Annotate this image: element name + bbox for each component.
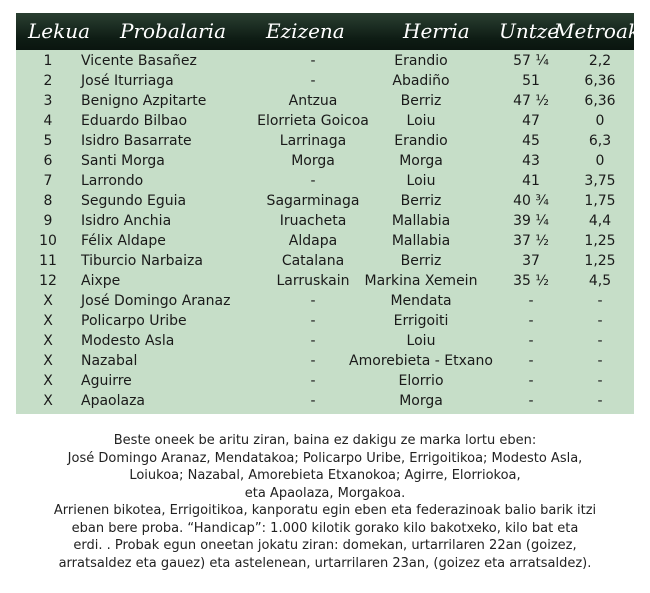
cell-ezizena: -	[310, 73, 316, 89]
cell-lekua: 1	[43, 53, 53, 69]
cell-probalaria: Larrondo	[81, 173, 144, 189]
cell-ezizena: -	[310, 313, 316, 329]
cell-ezizena: -	[310, 393, 316, 409]
cell-herria: Errigoiti	[393, 313, 449, 329]
cell-lekua: 6	[43, 153, 53, 169]
cell-ezizena: Antzua	[288, 93, 338, 109]
table-row	[16, 331, 634, 351]
cell-ezizena: Iruacheta	[279, 213, 347, 229]
cell-probalaria: Vicente Basañez	[81, 53, 197, 69]
cell-untze: 47	[522, 113, 540, 129]
cell-ezizena: Morga	[291, 153, 335, 169]
note-line: Arrienen bikotea, Errigoitikoa, kanporatu egin eben eta federazinoak balio barik itzi	[53, 503, 597, 518]
cell-herria: Mallabia	[391, 213, 451, 229]
cell-ezizena: Sagarminaga	[266, 193, 360, 209]
cell-ezizena: Aldapa	[288, 233, 338, 249]
cell-metroak: -	[597, 333, 603, 349]
table-row	[16, 251, 634, 271]
cell-untze: 37	[522, 253, 540, 269]
cell-herria: Morga	[399, 393, 443, 409]
cell-metroak: 6,36	[584, 73, 616, 89]
cell-herria: Erandio	[394, 133, 448, 149]
table-row	[16, 71, 634, 91]
cell-probalaria: Benigno Azpitarte	[81, 93, 207, 109]
cell-lekua: 9	[43, 213, 53, 229]
cell-metroak: 6,3	[588, 133, 612, 149]
results-table	[16, 13, 640, 414]
cell-metroak: 4,4	[588, 213, 612, 229]
cell-herria: Amorebieta - Etxano	[349, 353, 493, 369]
table-row	[16, 131, 634, 151]
cell-ezizena: -	[310, 333, 316, 349]
cell-ezizena: -	[310, 53, 316, 69]
cell-lekua: X	[43, 373, 53, 389]
header-probalaria: Probalaria	[120, 19, 226, 43]
cell-lekua: 11	[39, 253, 57, 269]
cell-lekua: 3	[43, 93, 53, 109]
cell-untze: 51	[522, 73, 540, 89]
header-untze: Untze	[499, 19, 560, 43]
note-line: eban bere proba. “Handicap”: 1.000 kilotik gorako kilo bakotxeko, kilo bat eta	[71, 520, 579, 536]
cell-probalaria: Segundo Eguia	[81, 193, 187, 209]
table-row	[16, 311, 634, 331]
cell-herria: Loiu	[406, 333, 436, 349]
cell-untze: 43	[522, 153, 540, 169]
cell-metroak: -	[597, 293, 603, 309]
cell-untze: 39 ¼	[513, 213, 549, 229]
cell-probalaria: Eduardo Bilbao	[81, 113, 188, 129]
cell-untze: 35 ½	[513, 273, 549, 289]
cell-herria: Loiu	[406, 173, 436, 189]
cell-lekua: 2	[43, 73, 53, 89]
cell-lekua: 5	[43, 133, 53, 149]
cell-ezizena: -	[310, 373, 316, 389]
cell-probalaria: Aguirre	[81, 373, 132, 389]
cell-metroak: -	[597, 353, 603, 369]
cell-untze: 40 ¾	[513, 193, 549, 209]
cell-ezizena: -	[310, 293, 316, 309]
header-lekua: Lekua	[28, 19, 91, 43]
cell-probalaria: Isidro Anchia	[81, 213, 172, 229]
cell-metroak: -	[597, 373, 603, 389]
cell-probalaria: Policarpo Uribe	[81, 313, 187, 329]
cell-herria: Mendata	[390, 293, 452, 309]
cell-probalaria: Nazabal	[81, 353, 138, 369]
cell-metroak: 0	[595, 153, 605, 169]
note-line: eta Apaolaza, Morgakoa.	[244, 485, 406, 501]
cell-herria: Berriz	[400, 253, 442, 269]
cell-probalaria: Apaolaza	[81, 393, 146, 409]
table-header	[16, 13, 640, 50]
cell-ezizena: -	[310, 353, 316, 369]
note-line: Beste oneek be aritu ziran, baina ez dakigu ze marka lortu eben:	[113, 433, 537, 448]
cell-metroak: 3,75	[584, 173, 616, 189]
table-row	[16, 91, 634, 111]
cell-untze: 41	[522, 173, 540, 189]
cell-probalaria: José Iturriaga	[81, 73, 174, 89]
cell-herria: Markina Xemein	[364, 273, 478, 289]
cell-herria: Elorrio	[398, 373, 444, 389]
cell-probalaria: Isidro Basarrate	[81, 133, 192, 149]
cell-ezizena: Larruskain	[276, 273, 350, 289]
cell-untze: -	[528, 333, 534, 349]
note-line: José Domingo Aranaz, Mendatakoa; Policarpo Uribe, Errigoitikoa; Modesto Asla,	[67, 450, 583, 466]
cell-lekua: 10	[39, 233, 57, 249]
cell-untze: -	[528, 373, 534, 389]
cell-metroak: 4,5	[588, 273, 612, 289]
cell-untze: 47 ½	[513, 93, 549, 109]
cell-herria: Morga	[399, 153, 443, 169]
table-row	[16, 371, 634, 391]
cell-untze: 57 ¼	[513, 53, 549, 69]
cell-metroak: 1,25	[584, 233, 616, 249]
table-row	[16, 111, 634, 131]
cell-metroak: 1,25	[584, 253, 616, 269]
table-row	[16, 171, 634, 191]
header-herria: Herria	[403, 19, 470, 43]
table-row	[16, 391, 634, 411]
table-row	[16, 291, 634, 311]
cell-probalaria: Santi Morga	[81, 153, 165, 169]
cell-metroak: -	[597, 393, 603, 409]
cell-probalaria: José Domingo Aranaz	[81, 293, 231, 309]
cell-metroak: 6,36	[584, 93, 616, 109]
cell-lekua: 8	[43, 193, 53, 209]
cell-untze: 37 ½	[513, 233, 549, 249]
note-line: arratsaldez eta gauez) eta astelenean, urtarrilaren 23an, (goizez eta arratsaldez).	[58, 555, 592, 571]
table-row	[16, 51, 634, 71]
cell-lekua: X	[43, 313, 53, 329]
table-row	[16, 271, 634, 291]
cell-untze: -	[528, 293, 534, 309]
note-line: erdi. . Probak egun oneetan jokatu ziran: domekan, urtarrilaren 22an (goizez,	[73, 538, 577, 553]
header-ezizena: Ezizena	[266, 19, 345, 43]
cell-herria: Berriz	[400, 193, 442, 209]
note-line: Loiukoa; Nazabal, Amorebieta Etxanokoa; Agirre, Elorriokoa,	[129, 468, 521, 483]
cell-lekua: X	[43, 293, 53, 309]
table-row	[16, 351, 634, 371]
table-row	[16, 211, 634, 231]
cell-ezizena: -	[310, 173, 316, 189]
cell-lekua: X	[43, 353, 53, 369]
cell-lekua: 12	[39, 273, 57, 289]
cell-ezizena: Larrinaga	[279, 133, 347, 149]
cell-lekua: 7	[43, 173, 53, 189]
header-metroak: Metroak	[554, 19, 640, 43]
cell-herria: Erandio	[394, 53, 448, 69]
cell-herria: Abadiño	[392, 73, 450, 89]
table-row	[16, 191, 634, 211]
cell-herria: Berriz	[400, 93, 442, 109]
cell-untze: -	[528, 393, 534, 409]
cell-lekua: 4	[43, 113, 53, 129]
cell-untze: -	[528, 353, 534, 369]
cell-untze: -	[528, 313, 534, 329]
cell-probalaria: Tiburcio Narbaiza	[81, 253, 203, 269]
cell-probalaria: Modesto Asla	[81, 333, 175, 349]
cell-metroak: -	[597, 313, 603, 329]
cell-untze: 45	[522, 133, 540, 149]
cell-herria: Loiu	[406, 113, 436, 129]
cell-metroak: 1,75	[584, 193, 616, 209]
cell-lekua: X	[43, 333, 53, 349]
cell-metroak: 0	[595, 113, 605, 129]
table-row	[16, 151, 634, 171]
cell-probalaria: Félix Aldape	[81, 233, 166, 249]
cell-herria: Mallabia	[391, 233, 451, 249]
cell-ezizena: Catalana	[281, 253, 345, 269]
cell-probalaria: Aixpe	[81, 273, 121, 289]
cell-metroak: 2,2	[588, 53, 612, 69]
cell-lekua: X	[43, 393, 53, 409]
table-row	[16, 231, 634, 251]
cell-ezizena: Elorrieta Goicoa	[257, 113, 369, 129]
